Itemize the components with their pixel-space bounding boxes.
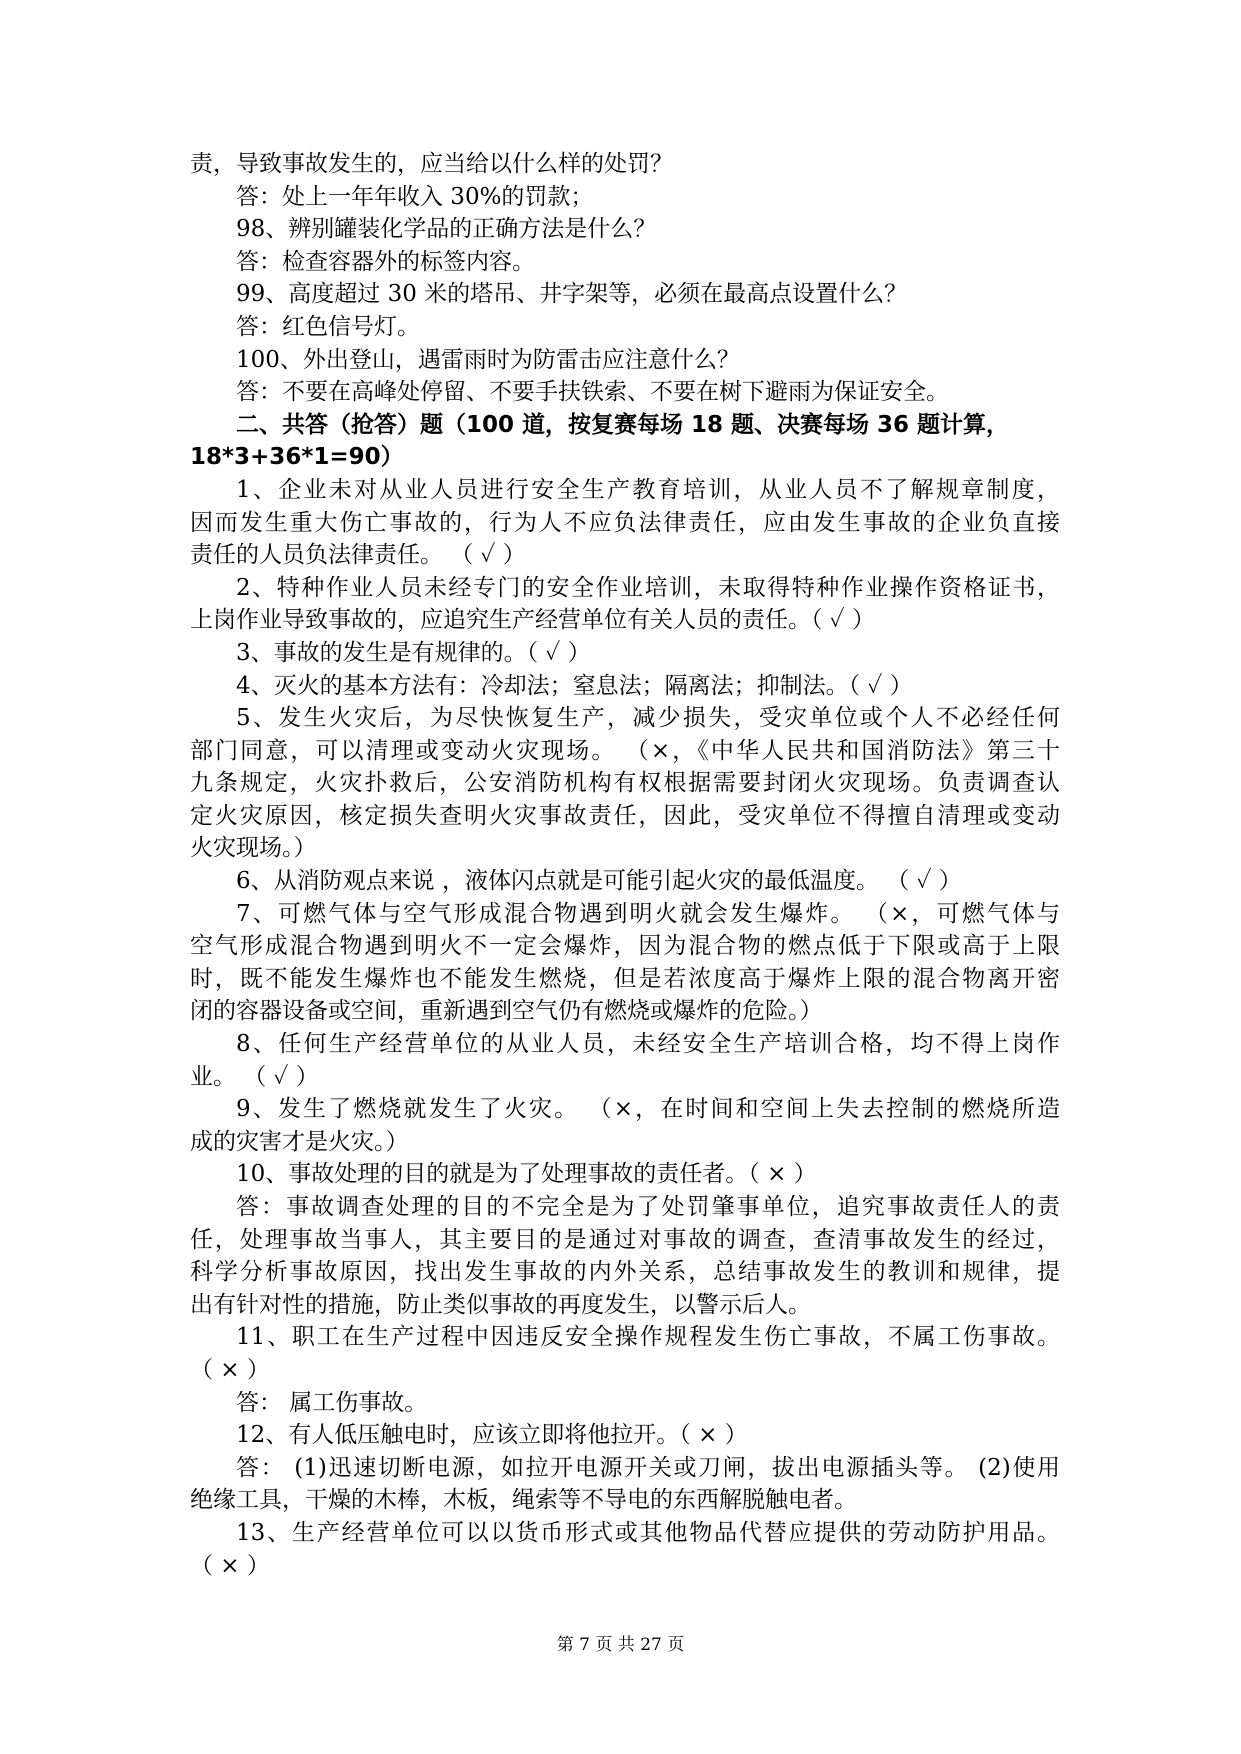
text-line: 12、有人低压触电时，应该立即将他拉开。（ × ） [236, 1422, 748, 1449]
text-line: 闭的容器设备或空间，重新遇到空气仍有燃烧或爆炸的危险。） [190, 998, 823, 1025]
text-line: 10、事故处理的目的就是为了处理事故的责任者。（ × ） [236, 1161, 817, 1188]
answer-line: 答：不要在高峰处停留、不要手扶铁索、不要在树下避雨为保证安全。 [236, 379, 949, 406]
answer-line: 答： (1)迅速切断电源，如拉开电源开关或刀闸，拔出电源插头等。 (2)使用 [236, 1454, 1060, 1481]
text-line: 5、发生火灾后，为尽快恢复生产，减少损失，受灾单位或个人不必经任何 [236, 705, 1060, 732]
text-line: 出有针对性的措施，防止类似事故的再度发生，以警示后人。 [190, 1291, 811, 1318]
section-heading: 二、共答（抢答）题（100 道，按复赛每场 18 题、决赛每场 36 题计算， [236, 411, 1010, 438]
text-line: （ × ） [190, 1552, 270, 1579]
text-line: 时，既不能发生爆炸也不能发生燃烧，但是若浓度高于爆炸上限的混合物离开密 [190, 965, 1060, 992]
text-line: 绝缘工具，干燥的木棒，木板，绳索等不导电的东西解脱触电者。 [190, 1487, 857, 1514]
text-line: 部门同意，可以清理或变动火灾现场。 （×，《中华人民共和国消防法》第三十 [190, 737, 1060, 764]
text-line: 上岗作业导致事故的，应追究生产经营单位有关人员的责任。（ ✓ ） [190, 607, 875, 634]
document-body [190, 148, 1060, 1582]
text-line: 8、任何生产经营单位的从业人员，未经安全生产培训合格，均不得上岗作 [236, 1031, 1060, 1058]
text-line: 4、灭火的基本方法有：冷却法；窒息法；隔离法；抑制法。（ ✓ ） [236, 672, 913, 699]
section-heading-cont: 18*3+36*1=90） [190, 444, 404, 471]
question-line: 100、外出登山，遇雷雨时为防雷击应注意什么？ [236, 346, 740, 373]
answer-line: 答：处上一年年收入 30%的罚款； [236, 183, 594, 210]
text-line: 7、可燃气体与空气形成混合物遇到明火就会发生爆炸。 （×，可燃气体与 [236, 900, 1060, 927]
answer-line: 答： 属工伤事故。 [236, 1389, 428, 1416]
answer-line: 答：检查容器外的标签内容。 [236, 248, 535, 275]
text-line: 责，导致事故发生的，应当给以什么样的处罚？ [190, 151, 673, 177]
text-line: （ × ） [190, 1356, 270, 1383]
text-line: 科学分析事故原因，找出发生事故的内外关系，总结事故发生的教训和规律，提 [190, 1259, 1060, 1286]
question-line: 99、高度超过 30 米的塔吊、井字架等，必须在最高点设置什么？ [236, 281, 908, 308]
text-line: 业。 （ ✓ ） [190, 1063, 319, 1090]
text-line: 6、从消防观点来说 ，液体闪点就是可能引起火灾的最低温度。 （ ✓ ） [236, 868, 962, 895]
text-line: 1、企业未对从业人员进行安全生产教育培训，从业人员不了解规章制度， [236, 476, 1060, 503]
text-line: 空气形成混合物遇到明火不一定会爆炸，因为混合物的燃点低于下限或高于上限 [190, 933, 1060, 960]
text-line: 3、事故的发生是有规律的。（ ✓ ） [236, 639, 591, 666]
text-line: 责任的人员负法律责任。 （ ✓ ） [190, 542, 526, 569]
text-line: 成的灾害才是火灾。） [190, 1128, 409, 1155]
text-line: 13、生产经营单位可以以货币形式或其他物品代替应提供的劳动防护用品。 [236, 1519, 1060, 1546]
question-line: 98、辨别罐装化学品的正确方法是什么？ [236, 216, 657, 243]
text-line: 11、职工在生产过程中因违反安全操作规程发生伤亡事故，不属工伤事故。 [236, 1324, 1060, 1351]
text-line: 9、发生了燃烧就发生了火灾。 （×，在时间和空间上失去控制的燃烧所造 [236, 1096, 1060, 1123]
text-line: 火灾现场。） [190, 835, 317, 862]
text-line: 因而发生重大伤亡事故的，行为人不应负法律责任，应由发生事故的企业负直接 [190, 509, 1060, 536]
text-line: 九条规定，火灾扑救后，公安消防机构有权根据需要封闭火灾现场。负责调查认 [190, 770, 1060, 797]
text-line: 定火灾原因，核定损失查明火灾事故责任，因此，受灾单位不得擅自清理或变动 [190, 802, 1060, 829]
page-footer: 第 7 页 共 27 页 [556, 1635, 685, 1655]
text-line: 任，处理事故当事人，其主要目的是通过对事故的调查，查清事故发生的经过， [190, 1226, 1060, 1253]
answer-line: 答：红色信号灯。 [236, 313, 420, 340]
text-line: 2、特种作业人员未经专门的安全作业培训，未取得特种作业操作资格证书， [236, 574, 1060, 601]
answer-line: 答：事故调查处理的目的不完全是为了处罚肇事单位，追究事故责任人的责 [236, 1194, 1060, 1220]
